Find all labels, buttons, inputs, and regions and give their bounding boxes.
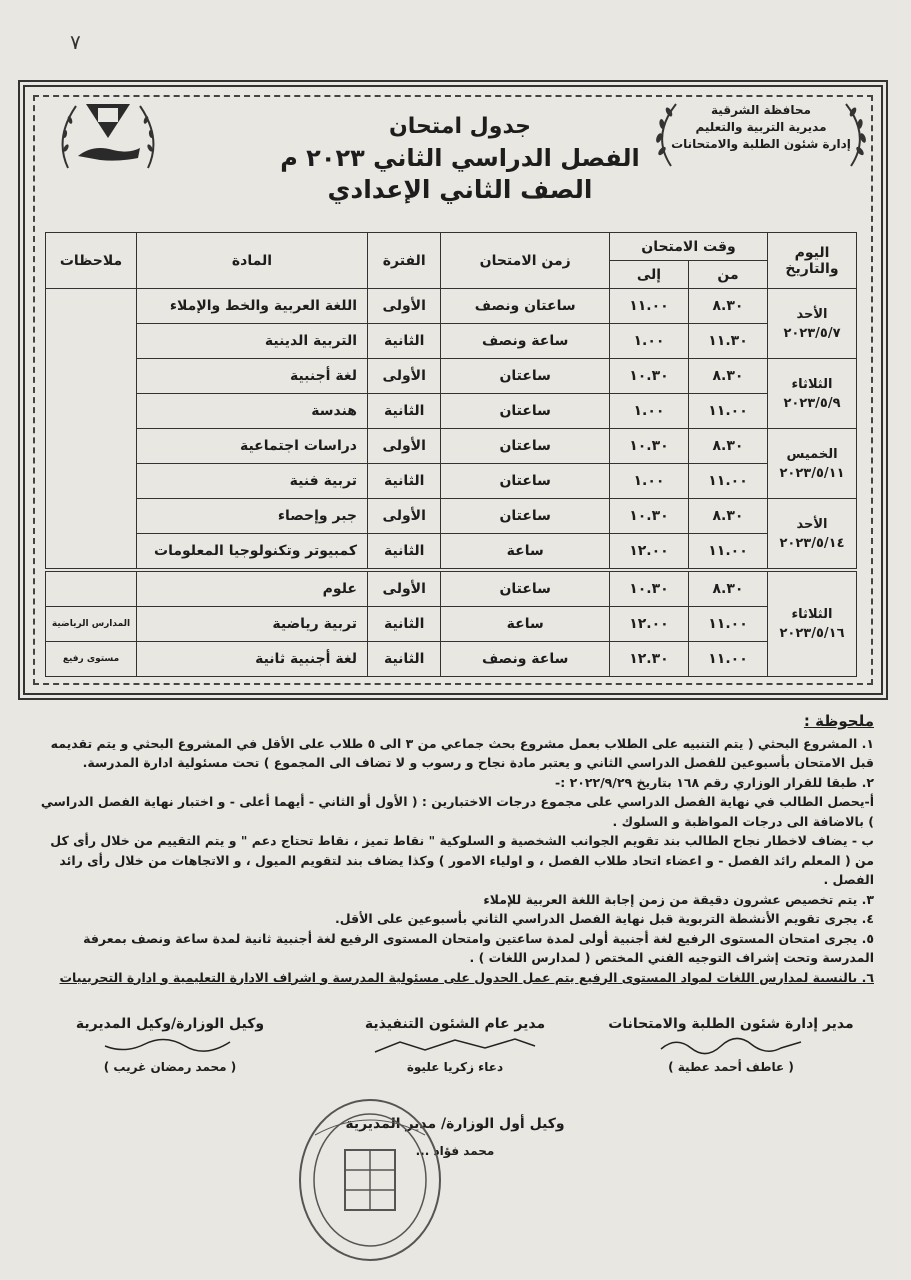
to-cell: ١.٠٠	[609, 394, 688, 429]
ministry-emblem-icon	[58, 98, 158, 178]
from-cell: ٨.٣٠	[688, 359, 767, 394]
duration-cell: ساعة	[441, 607, 610, 642]
day-cell	[768, 429, 857, 499]
note-cell: المدارس الرياضية	[46, 607, 137, 642]
period-cell: الثانية	[368, 534, 441, 571]
header-notes: ملاحظات	[46, 233, 137, 289]
note-item: ٣. يتم تخصيص عشرون دقيقة من زمن إجابة اللغة العربية للإملاء	[483, 891, 874, 907]
header-duration: زمن الامتحان	[441, 233, 610, 289]
signature-left-title: وكيل الوزارة/وكيل المديرية	[75, 1016, 265, 1032]
duration-cell: ساعتان	[441, 429, 610, 464]
note-item: ٢. طبقا للقرار الوزاري رقم ١٦٨ بتاريخ ٢٠٢٢/٩/٢٩ :-	[555, 774, 874, 790]
from-cell: ١١.٠٠	[688, 534, 767, 571]
table-row	[46, 464, 857, 499]
authority-directorate: مديرية التربية والتعليم	[695, 120, 827, 134]
laurel-wreath-icon	[646, 96, 876, 176]
to-cell: ١١.٠٠	[609, 289, 688, 324]
subject-cell: اللغة العربية والخط والإملاء	[137, 289, 368, 324]
period-cell: الثانية	[368, 642, 441, 677]
from-cell: ١١.٣٠	[688, 324, 767, 359]
day-name: الخميس	[786, 446, 838, 462]
to-cell: ١٢.٠٠	[609, 607, 688, 642]
subject-cell: دراسات اجتماعية	[137, 429, 368, 464]
signature-bottom-name: محمد فؤاد ...	[415, 1144, 495, 1158]
period-cell: الثانية	[368, 324, 441, 359]
table-row	[46, 289, 857, 324]
note-cell: مستوى رفيع	[46, 642, 137, 677]
duration-cell: ساعتان	[441, 464, 610, 499]
period-cell: الأولى	[368, 570, 441, 607]
subject-cell: التربية الدينية	[137, 324, 368, 359]
to-cell: ١٢.٣٠	[609, 642, 688, 677]
signature-scribble-icon	[100, 1034, 240, 1056]
signature-right-name: ( عاطف أحمد عطية )	[668, 1060, 794, 1074]
header-period: الفترة	[368, 233, 441, 289]
day-date: ٢٠٢٣/٥/١١	[779, 465, 845, 481]
day-cell	[768, 289, 857, 359]
period-cell: الأولى	[368, 429, 441, 464]
signature-middle	[330, 1016, 580, 1074]
note-item: ٦. بالنسبة لمدارس اللغات لمواد المستوى الرفيع يتم عمل الجدول على مسئولية المدرسة و اشراف الادارة التعليمية و ادارة التجريبيات	[59, 969, 874, 985]
day-date: ٢٠٢٣/٥/١٤	[779, 535, 845, 551]
duration-cell: ساعتان	[441, 359, 610, 394]
to-cell: ١٢.٠٠	[609, 534, 688, 571]
period-cell: الثانية	[368, 464, 441, 499]
duration-cell: ساعتان	[441, 570, 610, 607]
period-cell: الأولى	[368, 289, 441, 324]
subject-cell: جبر وإحصاء	[137, 499, 368, 534]
subject-cell: علوم	[137, 570, 368, 607]
from-cell: ١١.٠٠	[688, 394, 767, 429]
header-to: إلى	[609, 261, 688, 289]
authority-governorate: محافظة الشرقية	[711, 103, 811, 117]
header-day: اليوم والتاريخ	[768, 233, 857, 289]
day-date: ٢٠٢٣/٥/١٦	[779, 626, 845, 641]
signature-right	[591, 1016, 871, 1074]
authority-block	[651, 102, 871, 153]
day-name: الأحد	[796, 516, 828, 532]
note-item: ب - يضاف لاخطار نجاح الطالب بند تقويم الجوانب الشخصية و السلوكية " نقاط تميز ، نقاط تحتاج دعم " و يتم التقييم من خلال رأى كل من ( المعلم رائد الفصل - و اعضاء اتحاد طلاب الفصل ، و اولياء الامور ) وكذا يضاف بند لتقويم الميول ، و الاتجاهات من خلال رأى رائد الفصل .	[50, 833, 874, 887]
day-cell	[768, 570, 857, 677]
note-item: ١. المشروع البحثي ( يتم التنبيه على الطلاب بعمل مشروع بحث جماعي من ٣ الى ٥ طلاب على الأقل في المشروع البحثي و يتم تقديمه قبل الامتحان بأسبوعين للفصل الدراسي الثاني و يعتبر مادة نجاح و رسوب و لا تضاف الى المجموع ) تحت مسئولية ادارة المدرسة.	[50, 735, 874, 770]
day-name: الثلاثاء	[791, 607, 833, 622]
period-cell: الثانية	[368, 607, 441, 642]
duration-cell: ساعة ونصف	[441, 324, 610, 359]
signature-left	[40, 1016, 300, 1074]
table-row	[46, 642, 857, 677]
duration-cell: ساعتان	[441, 394, 610, 429]
title-block	[270, 112, 650, 206]
duration-cell: ساعتان ونصف	[441, 289, 610, 324]
note-item: ٤. يجرى تقويم الأنشطة التربوية قبل نهاية الفصل الدراسي الثاني بأسبوعين على الأقل.	[334, 911, 874, 926]
note-item: ٥. يجرى امتحان المستوى الرفيع لغة أجنبية أولى لمدة ساعتين وامتحان المستوى الرفيع لغة أجنبية ثانية لمدة ساعة ونصف بمعرفة المدرسة وتحت إشراف التوجيه الفني المختص ( لمدارس اللغات ) .	[83, 930, 874, 965]
period-cell: الأولى	[368, 359, 441, 394]
table-row	[46, 359, 857, 394]
from-cell: ٨.٣٠	[688, 289, 767, 324]
signature-middle-name: دعاء زكريا عليوة	[406, 1060, 504, 1074]
table-row	[46, 607, 857, 642]
from-cell: ١١.٠٠	[688, 607, 767, 642]
subject-cell: تربية رياضية	[137, 607, 368, 642]
signature-right-title: مدير إدارة شئون الطلبة والامتحانات	[608, 1016, 854, 1032]
day-cell	[768, 359, 857, 429]
table-row	[46, 570, 857, 607]
corner-mark: ٧	[70, 30, 81, 54]
signature-left-name: ( محمد رمضان غريب )	[103, 1060, 237, 1074]
day-date: ٢٠٢٣/٥/٩	[783, 395, 841, 411]
grade-title: الصف الثاني الإعدادي	[327, 175, 593, 204]
signature-middle-title: مدير عام الشئون التنفيذية	[364, 1016, 546, 1032]
to-cell: ١٠.٣٠	[609, 429, 688, 464]
from-cell: ١١.٠٠	[688, 642, 767, 677]
subject-cell: لغة أجنبية	[137, 359, 368, 394]
to-cell: ١٠.٣٠	[609, 499, 688, 534]
from-cell: ٨.٣٠	[688, 429, 767, 464]
period-cell: الأولى	[368, 499, 441, 534]
duration-cell: ساعتان	[441, 499, 610, 534]
table-row	[46, 499, 857, 534]
table-row	[46, 394, 857, 429]
to-cell: ١.٠٠	[609, 324, 688, 359]
exam-schedule-title: جدول امتحان	[388, 114, 532, 139]
subject-cell: تربية فنية	[137, 464, 368, 499]
day-name: الثلاثاء	[791, 376, 833, 392]
to-cell: ١٠.٣٠	[609, 359, 688, 394]
day-name: الأحد	[796, 306, 828, 322]
table-row	[46, 534, 857, 571]
signature-bottom-title: وكيل أول الوزارة/ مدير المديرية	[345, 1116, 565, 1132]
official-seal-icon	[295, 1095, 445, 1265]
subject-cell: كمبيوتر وتكنولوجيا المعلومات	[137, 534, 368, 571]
authority-department: إدارة شئون الطلبة والامتحانات	[671, 137, 851, 151]
header-from: من	[688, 261, 767, 289]
to-cell: ١٠.٣٠	[609, 570, 688, 607]
notes-section	[34, 712, 874, 987]
exam-schedule-table	[45, 232, 857, 677]
day-date: ٢٠٢٣/٥/٧	[783, 325, 841, 341]
header-time: وقت الامتحان	[609, 233, 767, 261]
notes-heading: ملحوظة :	[803, 712, 874, 730]
from-cell: ٨.٣٠	[688, 570, 767, 607]
day-cell	[768, 499, 857, 571]
to-cell: ١.٠٠	[609, 464, 688, 499]
note-item: أ-يحصل الطالب في نهاية الفصل الدراسي على مجموع درجات الاختبارين : ( الأول أو الثاني - أيهما أعلى - و اختبار نهاية الفصل الدراسي ) بالاضافة الى درجات المواظبة و السلوك .	[40, 794, 874, 829]
note-cell	[46, 570, 137, 607]
from-cell: ١١.٠٠	[688, 464, 767, 499]
header-subject: المادة	[137, 233, 368, 289]
signature-scribble-icon	[370, 1034, 540, 1056]
notes-cell	[46, 289, 137, 571]
semester-title: الفصل الدراسي الثاني ٢٠٢٣ م	[280, 144, 640, 172]
table-row	[46, 324, 857, 359]
subject-cell: هندسة	[137, 394, 368, 429]
signature-scribble-icon	[656, 1034, 806, 1056]
duration-cell: ساعة	[441, 534, 610, 571]
duration-cell: ساعة ونصف	[441, 642, 610, 677]
subject-cell: لغة أجنبية ثانية	[137, 642, 368, 677]
table-row	[46, 429, 857, 464]
period-cell: الثانية	[368, 394, 441, 429]
from-cell: ٨.٣٠	[688, 499, 767, 534]
